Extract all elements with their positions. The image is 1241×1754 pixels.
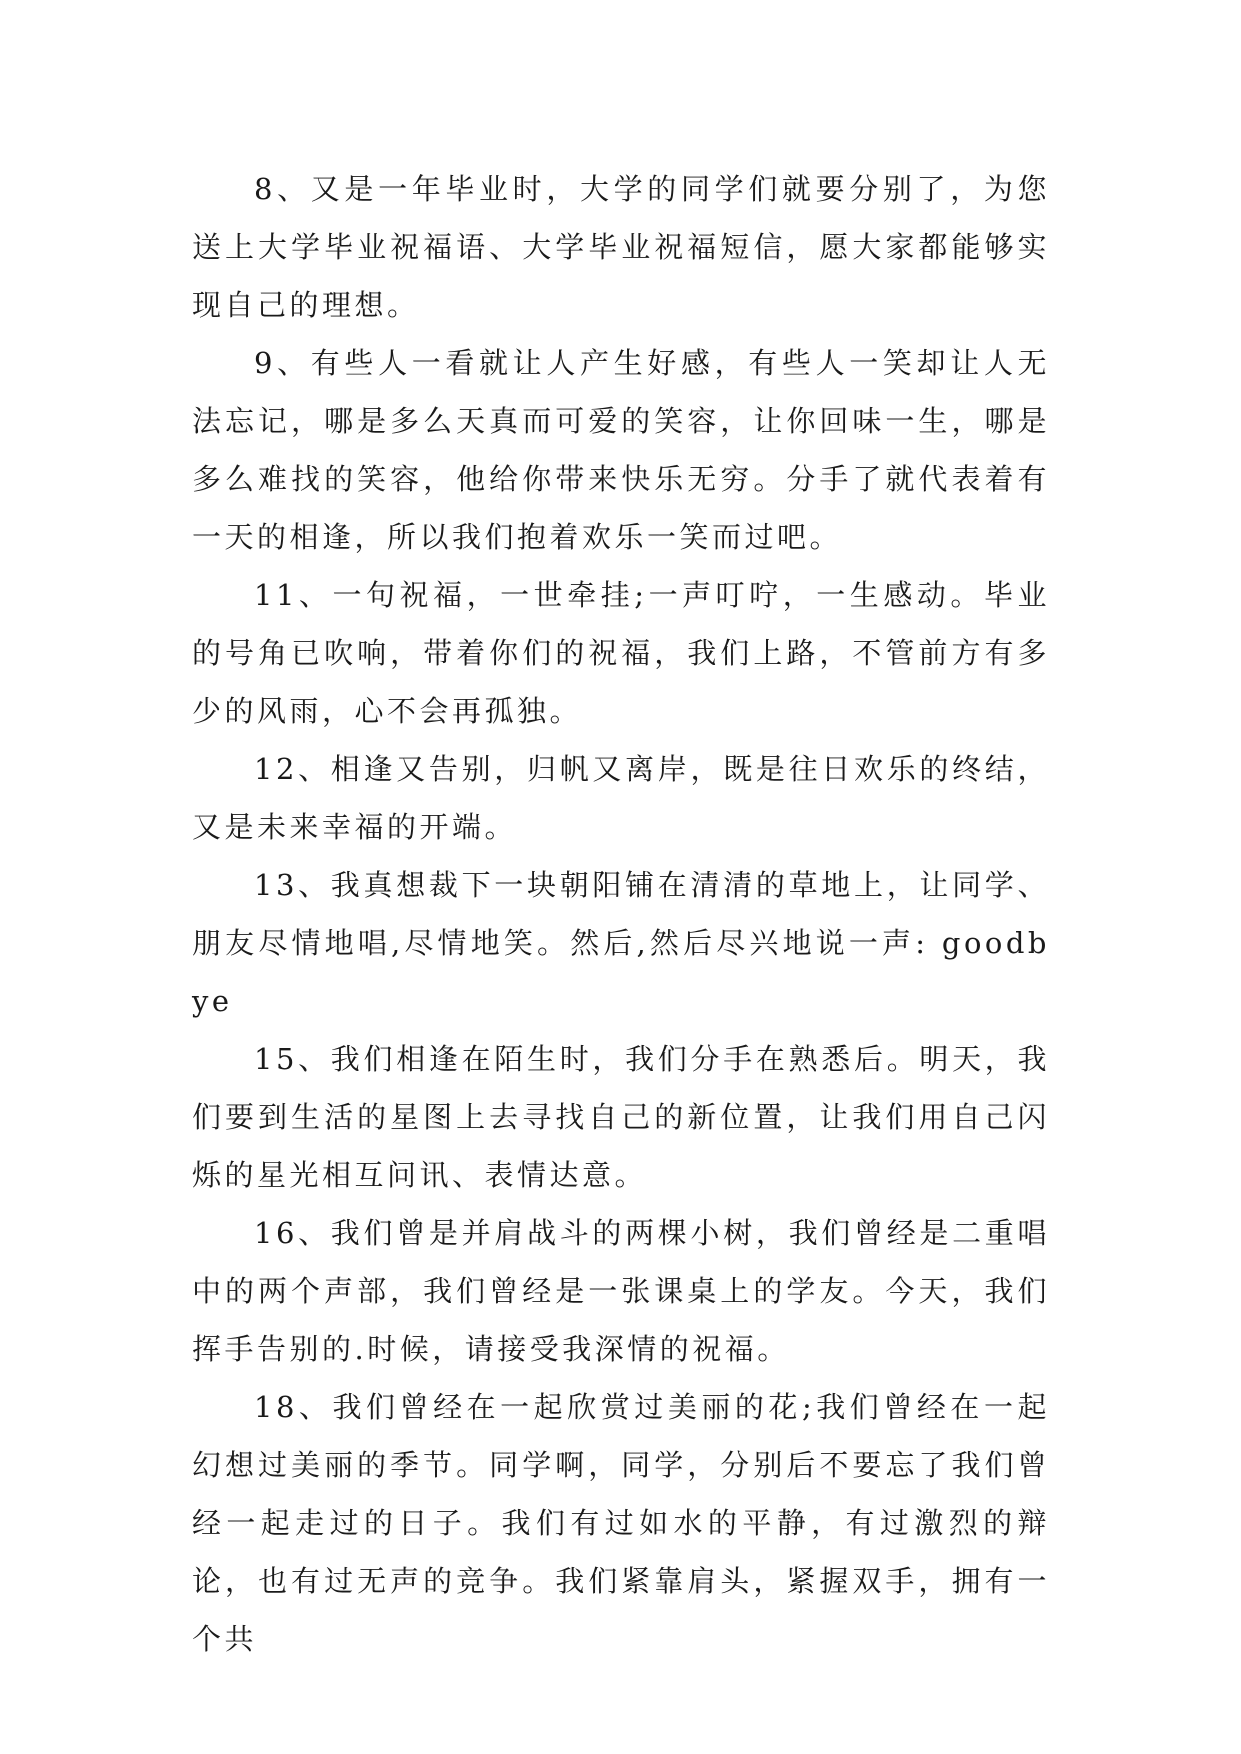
paragraph-13: 13、我真想裁下一块朝阳铺在清清的草地上，让同学、朋友尽情地唱,尽情地笑。然后,然后尽兴地说一声: goodbye bbox=[192, 868, 1050, 1018]
paragraph-16: 16、我们曾是并肩战斗的两棵小树，我们曾经是二重唱中的两个声部，我们曾经是一张课桌上的学友。今天，我们挥手告别的.时候，请接受我深情的祝福。 bbox=[192, 1216, 1050, 1366]
paragraph-8: 8、又是一年毕业时，大学的同学们就要分别了，为您送上大学毕业祝福语、大学毕业祝福短信，愿大家都能够实现自己的理想。 bbox=[192, 172, 1050, 322]
paragraph-12: 12、相逢又告别，归帆又离岸，既是往日欢乐的终结，又是未来幸福的开端。 bbox=[192, 752, 1050, 844]
paragraph-9: 9、有些人一看就让人产生好感，有些人一笑却让人无法忘记，哪是多么天真而可爱的笑容，让你回味一生，哪是多么难找的笑容，他给你带来快乐无穷。分手了就代表着有一天的相逢，所以我们抱着欢乐一笑而过吧。 bbox=[192, 346, 1050, 554]
paragraph-18: 18、我们曾经在一起欣赏过美丽的花;我们曾经在一起幻想过美丽的季节。同学啊，同学，分别后不要忘了我们曾经一起走过的日子。我们有过如水的平静，有过激烈的辩论，也有过无声的竞争。我们紧靠肩头，紧握双手，拥有一个共 bbox=[192, 1390, 1050, 1656]
paragraph-15: 15、我们相逢在陌生时，我们分手在熟悉后。明天，我们要到生活的星图上去寻找自己的新位置，让我们用自己闪烁的星光相互问讯、表情达意。 bbox=[192, 1042, 1050, 1192]
paragraph-11: 11、一句祝福，一世牵挂;一声叮咛，一生感动。毕业的号角已吹响，带着你们的祝福，我们上路，不管前方有多少的风雨，心不会再孤独。 bbox=[192, 578, 1050, 728]
document-body bbox=[192, 160, 1050, 1668]
